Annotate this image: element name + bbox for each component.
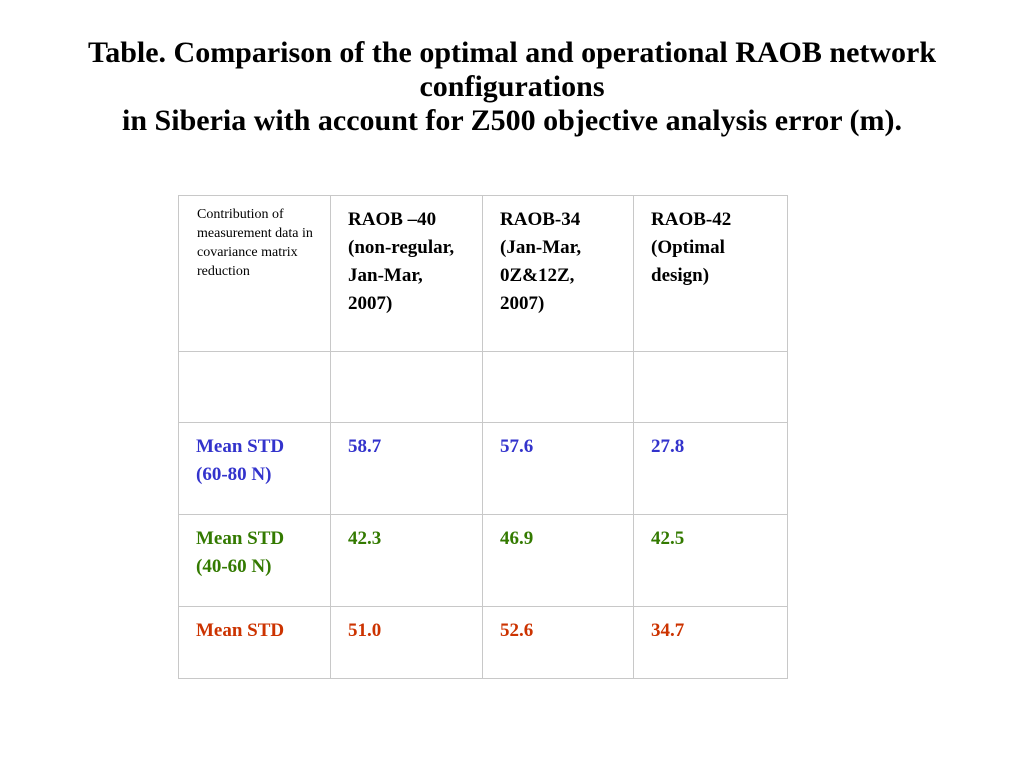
header-cell-raob-42: RAOB-42 (Optimal design) bbox=[634, 196, 788, 352]
table-row-empty bbox=[179, 352, 788, 423]
title-line-2: configurations bbox=[419, 70, 605, 103]
table-row-mean-std bbox=[179, 607, 788, 679]
table-cell bbox=[331, 352, 483, 423]
table-cell: 51.0 bbox=[331, 607, 483, 679]
table-cell: 42.5 bbox=[634, 515, 788, 607]
header-cell-raob-40: RAOB –40 (non-regular, Jan-Mar, 2007) bbox=[331, 196, 483, 352]
table-row-mean-std-60-80 bbox=[179, 423, 788, 515]
table-cell bbox=[483, 352, 634, 423]
table-cell: 34.7 bbox=[634, 607, 788, 679]
slide-title bbox=[10, 36, 1014, 138]
header-cell-contribution: Contribution of measurement data in covariance matrix reduction bbox=[179, 196, 331, 352]
table-cell: 57.6 bbox=[483, 423, 634, 515]
table-cell: 42.3 bbox=[331, 515, 483, 607]
table-cell: 58.7 bbox=[331, 423, 483, 515]
row-label: Mean STD (40-60 N) bbox=[179, 515, 331, 607]
title-line-1: Table. Comparison of the optimal and operational RAOB network bbox=[87, 36, 937, 69]
table-cell: 52.6 bbox=[483, 607, 634, 679]
table-row-mean-std-40-60 bbox=[179, 515, 788, 607]
row-label bbox=[179, 352, 331, 423]
table-cell: 46.9 bbox=[483, 515, 634, 607]
comparison-table bbox=[178, 195, 788, 679]
row-label: Mean STD (60-80 N) bbox=[179, 423, 331, 515]
table-cell: 27.8 bbox=[634, 423, 788, 515]
table-cell bbox=[634, 352, 788, 423]
title-line-3: in Siberia with account for Z500 objective analysis error (m). bbox=[122, 104, 902, 137]
row-label: Mean STD bbox=[179, 607, 331, 679]
table-header-row bbox=[179, 196, 788, 352]
header-cell-raob-34: RAOB-34 (Jan-Mar, 0Z&12Z, 2007) bbox=[483, 196, 634, 352]
